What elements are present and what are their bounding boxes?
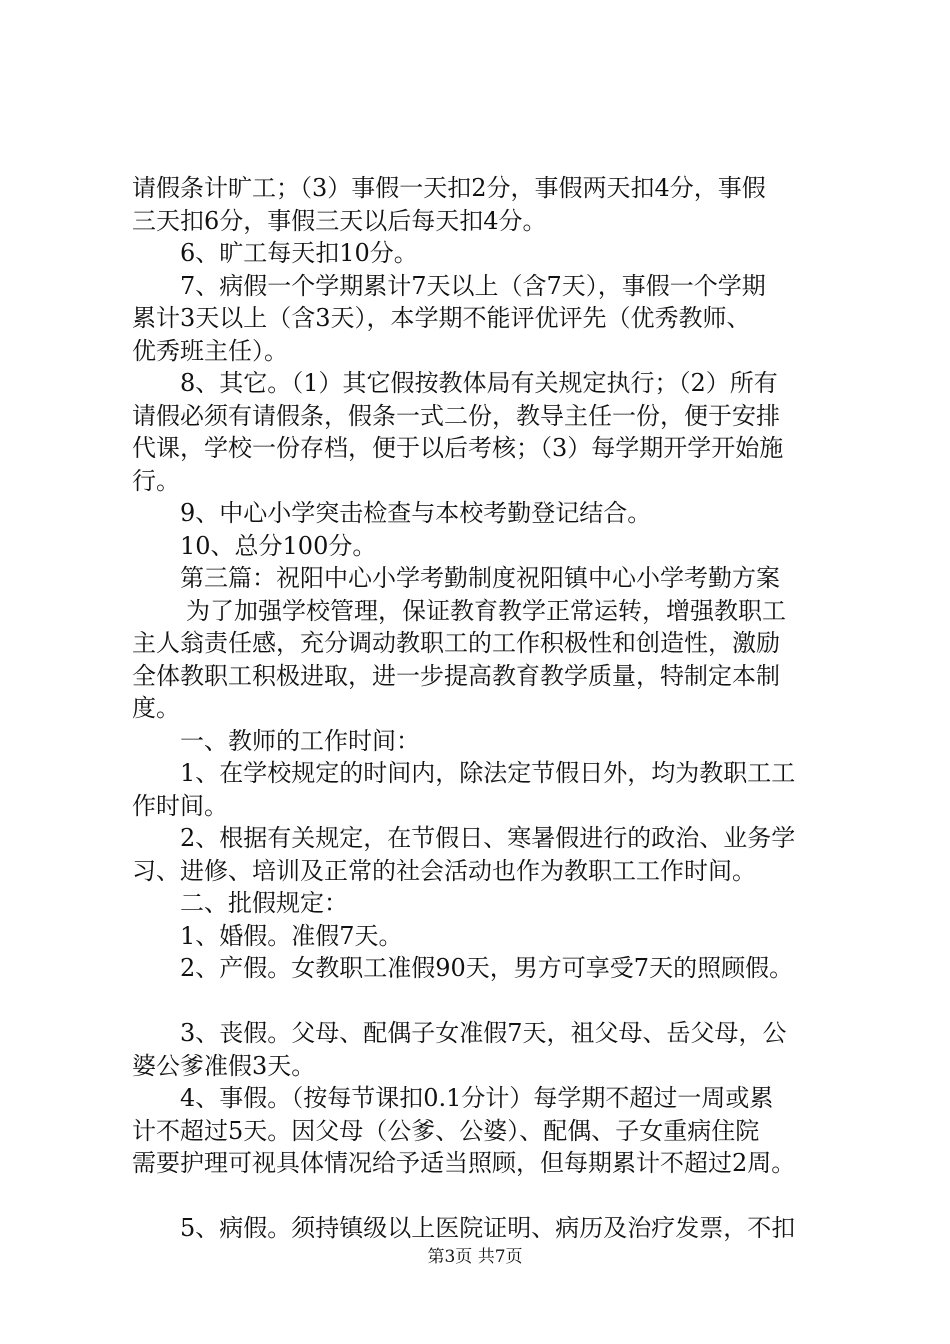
text-line: 4、事假。（按每节课扣0.1分计）每学期不超过一周或累 bbox=[180, 1084, 774, 1112]
text-line: 优秀班主任）。 bbox=[132, 336, 288, 365]
text-line: 7、病假一个学期累计7天以上（含7天），事假一个学期 bbox=[180, 271, 766, 300]
text-line: 计不超过5天。因父母（公爹、公婆）、配偶、子女重病住院 bbox=[132, 1116, 760, 1145]
section-heading: 第三篇：祝阳中心小学考勤制度祝阳镇中心小学考勤方案 bbox=[180, 564, 780, 592]
text-line: 行。 bbox=[132, 466, 180, 495]
text-line: 习、进修、培训及正常的社会活动也作为教职工工作时间。 bbox=[132, 856, 756, 885]
blank-line bbox=[132, 985, 832, 1018]
text-line: 三天扣6分，事假三天以后每天扣4分。 bbox=[132, 206, 547, 235]
text-line: 5、病假。须持镇级以上医院证明、病历及治疗发票，不扣 bbox=[180, 1214, 796, 1242]
text-line: 2、产假。女教职工准假90天，男方可享受7天的照顾假。 bbox=[180, 954, 794, 982]
text-line: 作时间。 bbox=[132, 791, 228, 820]
text-line: 3、丧假。父母、配偶子女准假7天，祖父母、岳父母，公 bbox=[180, 1019, 787, 1047]
document-body bbox=[132, 172, 832, 1245]
text-line: 6、旷工每天扣10分。 bbox=[180, 239, 418, 267]
text-line: 全体教职工积极进取，进一步提高教育教学质量，特制定本制 bbox=[132, 661, 780, 690]
text-line: 8、其它。（1）其它假按教体局有关规定执行；（2）所有 bbox=[180, 369, 778, 397]
text-line: 1、在学校规定的时间内，除法定节假日外，均为教职工工 bbox=[180, 759, 796, 787]
text-line: 一、教师的工作时间： bbox=[180, 726, 420, 755]
text-line: 代课，学校一份存档，便于以后考核；（3）每学期开学开始施 bbox=[132, 434, 784, 462]
text-line: 9、中心小学突击检查与本校考勤登记结合。 bbox=[180, 499, 652, 527]
text-line: 主人翁责任感，充分调动教职工的工作积极性和创造性，激励 bbox=[132, 629, 780, 657]
text-line: 1、婚假。准假7天。 bbox=[180, 921, 403, 950]
text-line: 度。 bbox=[132, 694, 180, 722]
text-line: 为了加强学校管理，保证教育教学正常运转，增强教职工 bbox=[186, 596, 786, 625]
text-line: 婆公爹准假3天。 bbox=[132, 1051, 316, 1080]
blank-line bbox=[132, 1180, 832, 1213]
text-line: 2、根据有关规定，在节假日、寒暑假进行的政治、业务学 bbox=[180, 824, 796, 852]
text-line: 请假必须有请假条，假条一式二份，教导主任一份，便于安排 bbox=[132, 401, 780, 430]
text-line: 二、批假规定： bbox=[180, 889, 348, 917]
page-number: 第3页 共7页 bbox=[427, 1247, 523, 1267]
text-line: 累计3天以上（含3天），本学期不能评优评先（优秀教师、 bbox=[132, 304, 751, 332]
text-line: 请假条计旷工；（3）事假一天扣2分，事假两天扣4分，事假 bbox=[132, 174, 766, 202]
text-line: 需要护理可视具体情况给予适当照顾，但每期累计不超过2周。 bbox=[132, 1149, 796, 1177]
text-line: 10、总分100分。 bbox=[180, 531, 377, 560]
